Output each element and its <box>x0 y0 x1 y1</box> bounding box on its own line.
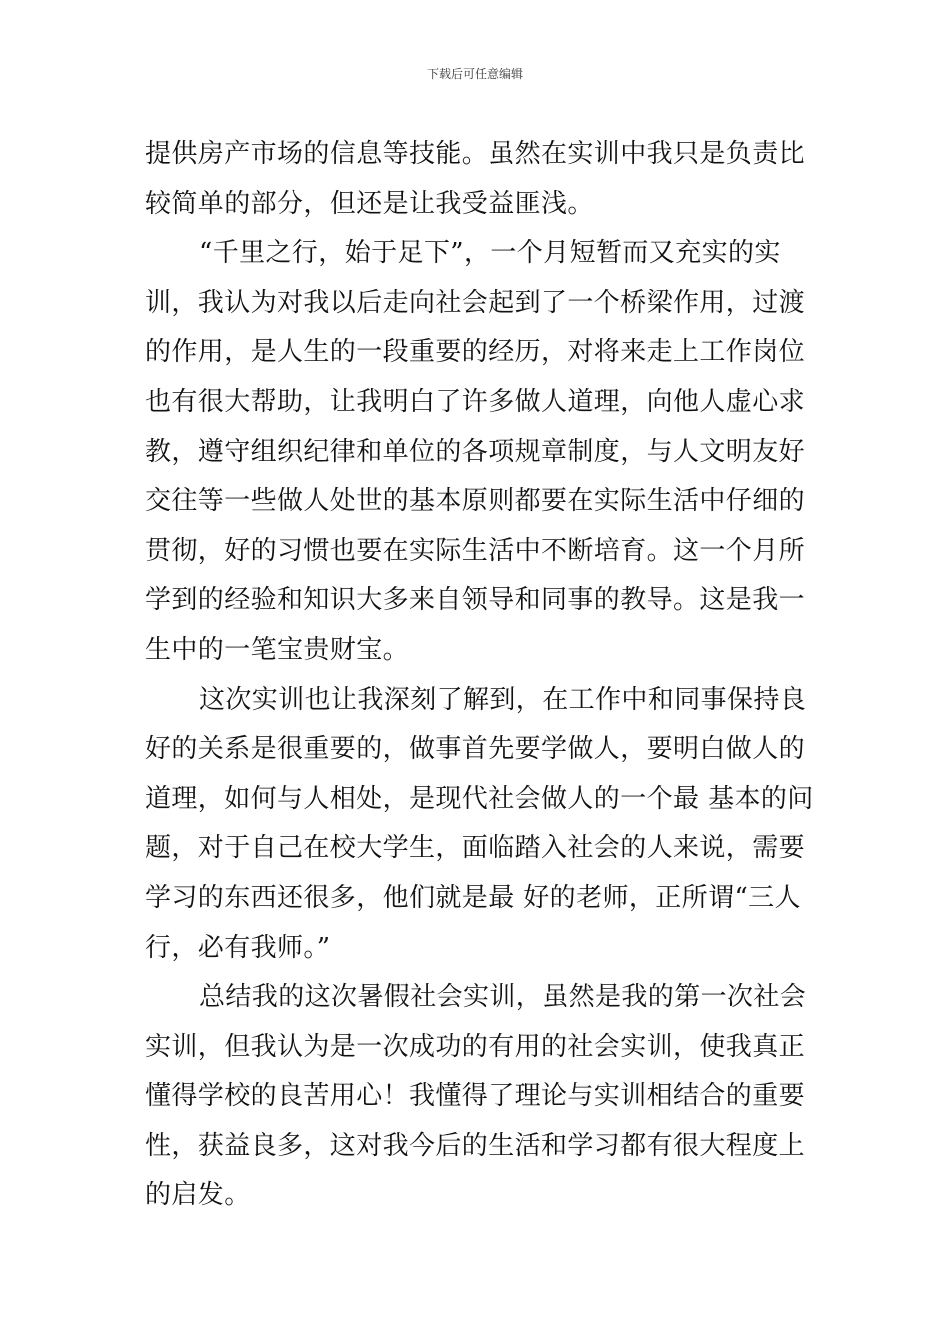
text-line: 好的关系是很重要的，做事首先要学做人，要明白做人的 <box>145 734 806 765</box>
text-line: 行，必有我师。” <box>145 932 331 963</box>
text-line: 性，获益良多，这对我今后的生活和学习都有很大程度上 <box>145 1130 806 1161</box>
text-line: 提供房产市场的信息等技能。虽然在实训中我只是负责比 <box>145 139 806 169</box>
text-line: 总结我的这次暑假社会实训，虽然是我的第一次社会 <box>199 982 807 1013</box>
text-line: 教，遵守组织纪律和单位的各项规章制度，与人文明友好 <box>145 436 806 467</box>
text-line: 较简单的部分，但还是让我受益匪浅。 <box>145 188 594 219</box>
text-line: 题，对于自己在校大学生，面临踏入社会的人来说，需要 <box>145 833 806 864</box>
text-line: 的作用，是人生的一段重要的经历，对将来走上工作岗位 <box>145 337 806 368</box>
text-line: 交往等一些做人处世的基本原则都要在实际生活中仔细的 <box>145 486 806 517</box>
text-line: 学习的东西还很多，他们就是最 好的老师，正所谓“三人 <box>145 882 801 913</box>
text-line: 训，我认为对我以后走向社会起到了一个桥梁作用，过渡 <box>145 287 806 318</box>
text-line: 道理，如何与人相处，是现代社会做人的一个最 基本的问 <box>145 783 814 814</box>
text-line: 贯彻，好的习惯也要在实际生活中不断培育。这一个月所 <box>145 535 806 566</box>
text-line: 懂得学校的良苦用心！我懂得了理论与实训相结合的重要 <box>145 1081 806 1112</box>
text-line: 实训，但我认为是一次成功的有用的社会实训，使我真正 <box>145 1031 806 1062</box>
text-line: 也有很大帮助，让我明白了许多做人道理，向他人虚心求 <box>145 386 806 417</box>
text-line: 这次实训也让我深刻了解到，在工作中和同事保持良 <box>199 684 807 715</box>
page-header: 下载后可任意编辑 <box>426 67 523 81</box>
paragraph-1 <box>145 130 815 229</box>
document-body <box>145 130 815 1221</box>
text-line: 学到的经验和知识大多来自领导和同事的教导。这是我一 <box>145 585 806 616</box>
paragraph-4 <box>145 973 815 1221</box>
paragraph-3 <box>145 676 815 974</box>
text-line: 的启发。 <box>145 1180 251 1211</box>
paragraph-2 <box>145 229 815 675</box>
text-line: 生中的一笔宝贵财宝。 <box>145 634 410 665</box>
text-line: “千里之行，始于足下”，一个月短暂而又充实的实 <box>199 238 781 269</box>
